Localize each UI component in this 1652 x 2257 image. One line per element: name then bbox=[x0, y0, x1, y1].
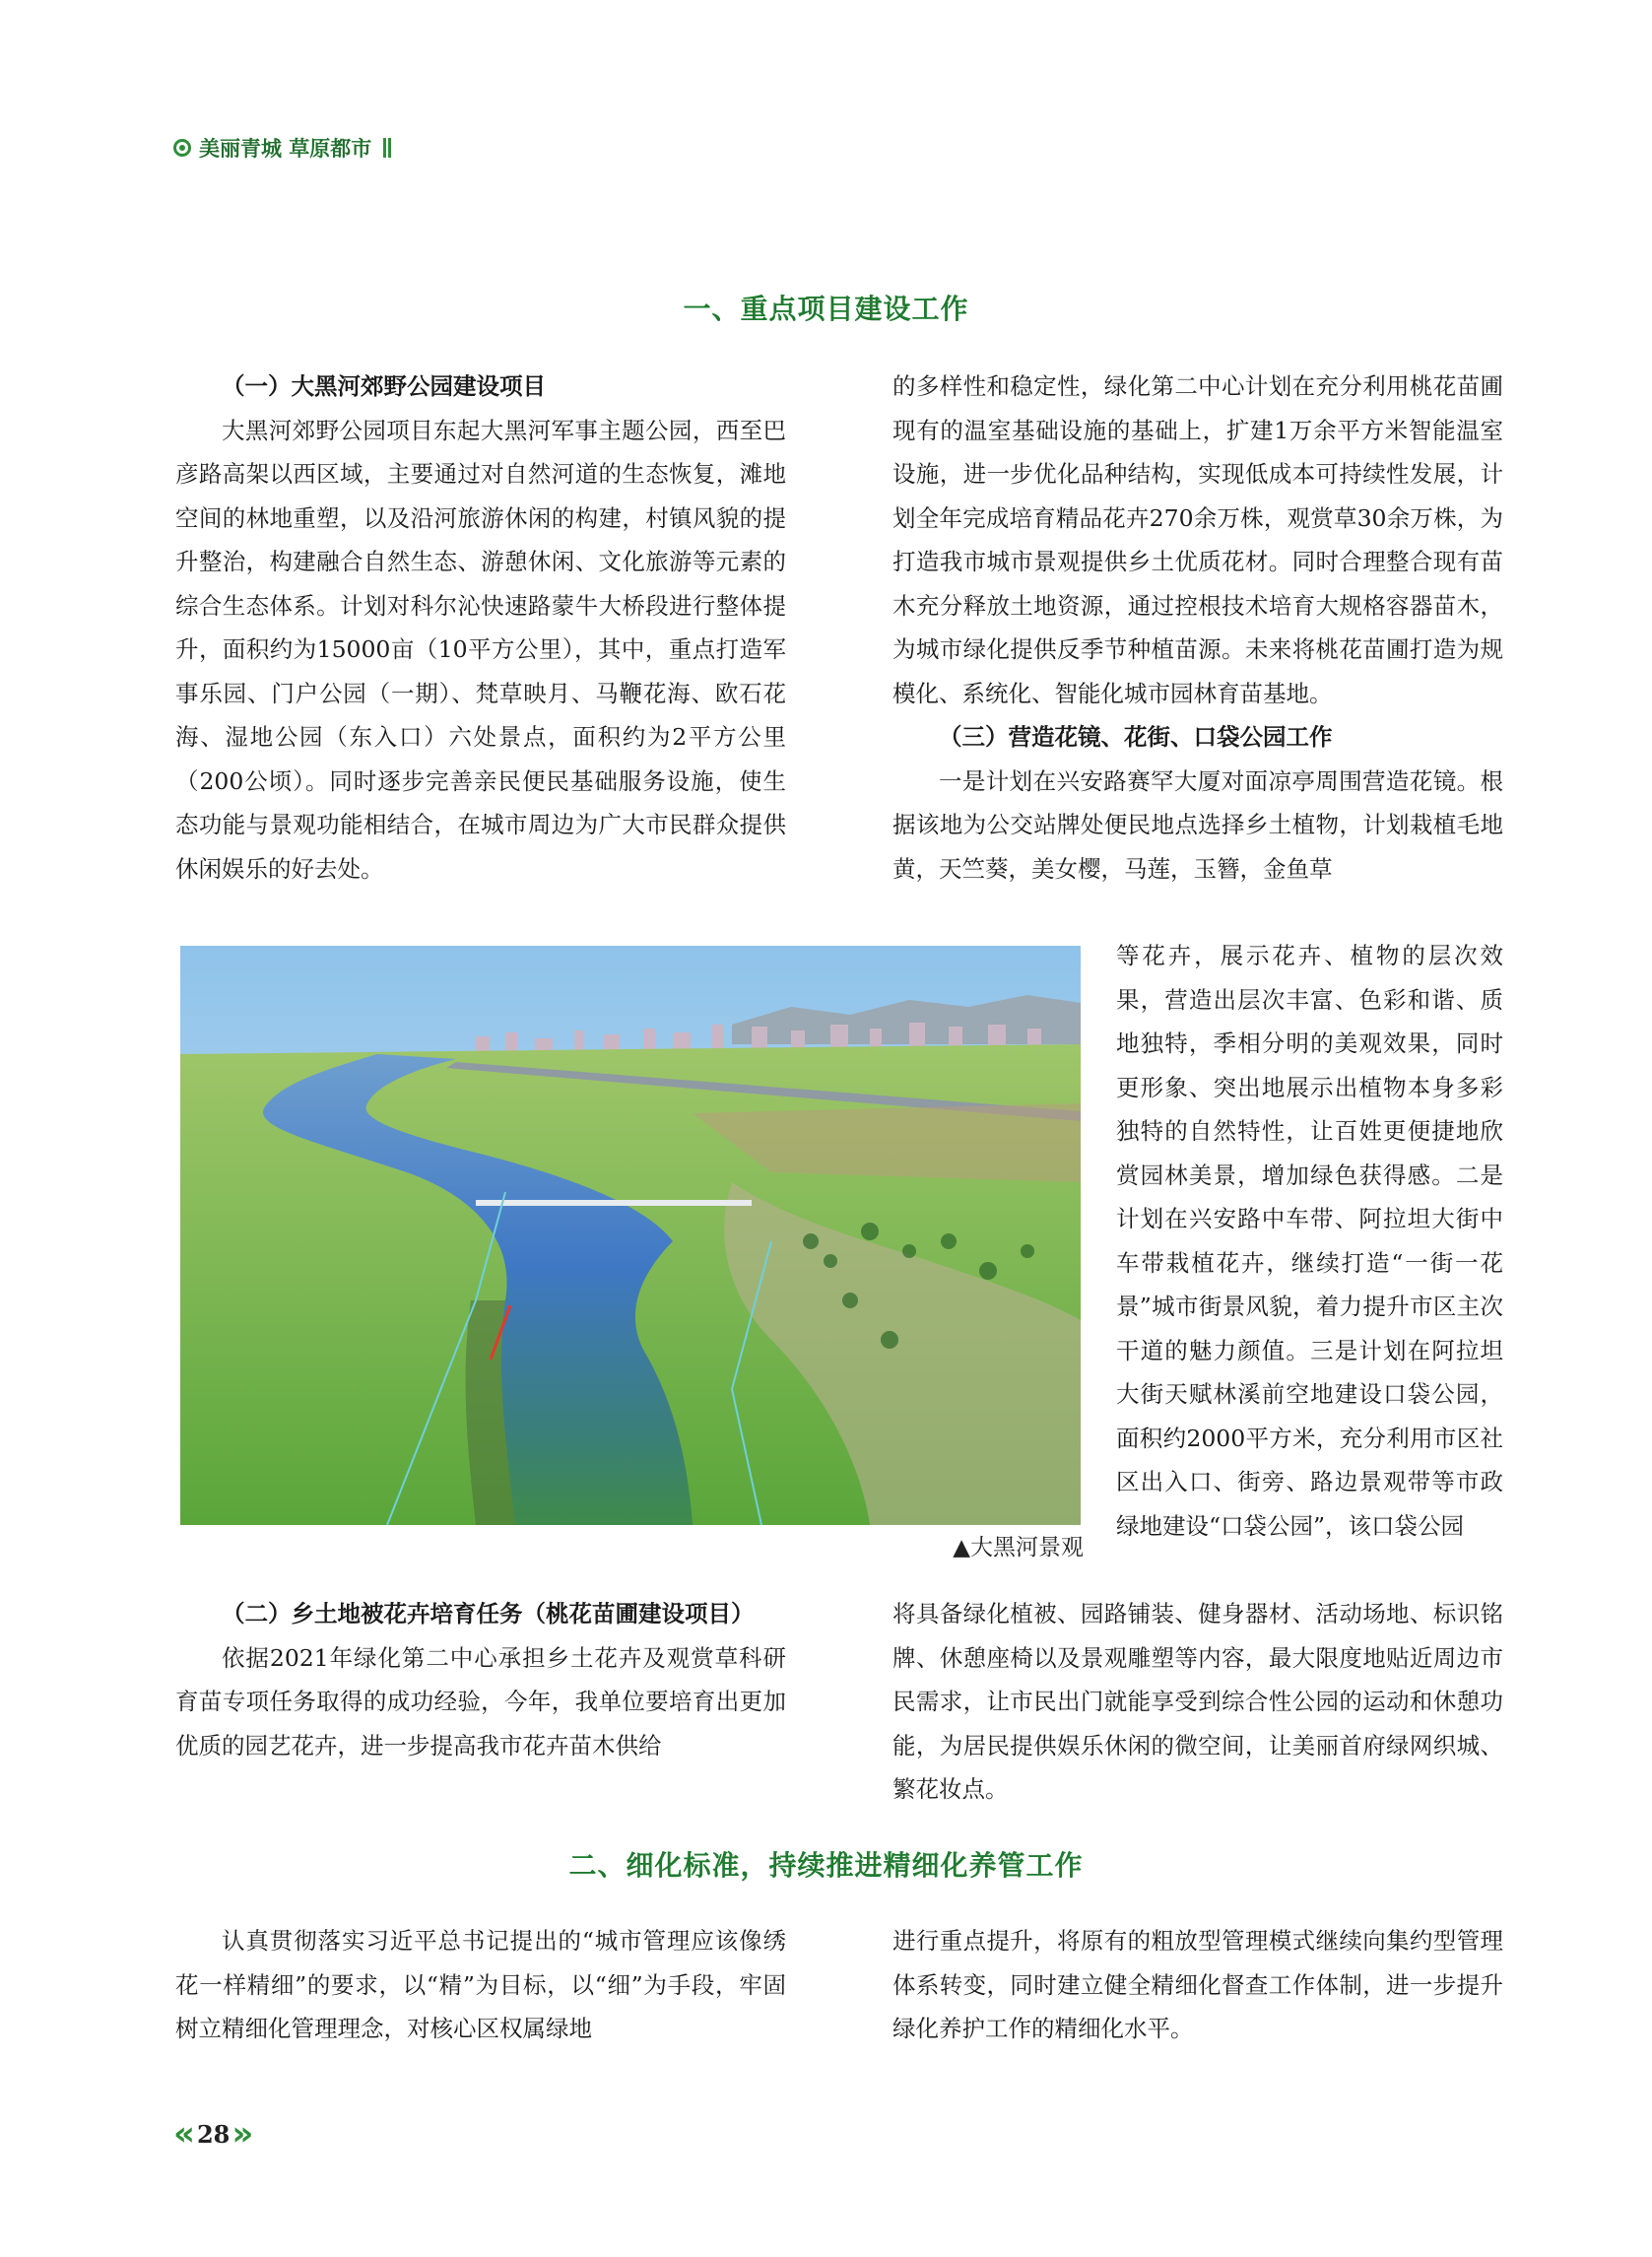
header-title: 美丽青城 草原都市 bbox=[199, 137, 372, 161]
left-column-top bbox=[175, 365, 786, 891]
right-column-wrapped-text bbox=[1116, 934, 1503, 1548]
left-column-bottom bbox=[175, 1592, 786, 1767]
subsection-3-paragraph-b: 等花卉，展示花卉、植物的层次效果，营造出层次丰富、色彩和谐、质地独特，季相分明的美观效果，同时更形象、突出地展示出植物本身多彩独特的自然特性，让百姓更便捷地欣赏园林美景，增加绿色获得感。二是计划在兴安路中车带、阿拉坦大街中车带栽植花卉，继续打造“一街一花景”城市街景风貌，着力提升市区主次干道的魅力颜值。三是计划在阿拉坦大街天赋林溪前空地建设口袋公园，面积约2000平方米，充分利用市区社区出入口、街旁、路边景观带等市政绿地建设“口袋公园”，该口袋公园 bbox=[1116, 942, 1503, 1540]
running-header bbox=[173, 130, 391, 166]
dahei-river-photo bbox=[180, 946, 1081, 1525]
target-circle-icon bbox=[173, 139, 191, 157]
section-2-left-column bbox=[175, 1919, 786, 2051]
section-2-paragraph-right: 进行重点提升，将原有的粗放型管理模式继续向集约型管理体系转变，同时建立健全精细化督查工作体制，进一步提升绿化养护工作的精细化水平。 bbox=[892, 1927, 1503, 2042]
subsection-2-paragraph: 依据2021年绿化第二中心承担乡土花卉及观赏草科研育苗专项任务取得的成功经验，今年，我单位要培育出更加优质的园艺花卉，进一步提高我市花卉苗木供给 bbox=[175, 1643, 786, 1759]
section-2-paragraph-left: 认真贯彻落实习近平总书记提出的“城市管理应该像绣花一样精细”的要求，以“精”为目标，以“细”为手段，牢固树立精细化管理理念，对核心区权属绿地 bbox=[175, 1927, 786, 2042]
subsection-1-paragraph: 大黑河郊野公园项目东起大黑河军事主题公园，西至巴彦路高架以西区域，主要通过对自然河道的生态恢复，滩地空间的林地重塑，以及沿河旅游休闲的构建，村镇风貌的提升整治，构建融合自然生态、游憩休闲、文化旅游等元素的综合生态体系。计划对科尔沁快速路蒙牛大桥段进行整体提升，面积约为15000亩（10平方公里），其中，重点打造军事乐园、门户公园（一期）、梵草映月、马鞭花海、欧石花海、湿地公园（东入口）六处景点，面积约为2平方公里（200公顷）。同时逐步完善亲民便民基础服务设施，使生态功能与景观功能相结合，在城市周边为广大市民群众提供休闲娱乐的好去处。 bbox=[175, 416, 786, 883]
subsection-3-paragraph-c: 将具备绿化植被、园路铺装、健身器材、活动场地、标识铭牌、休憩座椅以及景观雕塑等内容，最大限度地贴近周边市民需求，让市民出门就能享受到综合性公园的运动和休憩功能，为居民提供娱乐休闲的微空间，让美丽首府绿网织城、繁花妆点。 bbox=[892, 1600, 1503, 1803]
subsection-1-heading: （一）大黑河郊野公园建设项目 bbox=[222, 372, 546, 400]
section-1-title: 一、重点项目建设工作 bbox=[683, 293, 969, 325]
page-number: 28 bbox=[196, 2119, 231, 2149]
subsection-3-paragraph-a: 一是计划在兴安路赛罕大厦对面凉亭周围营造花镜。根据该地为公交站牌处便民地点选择乡土植物，计划栽植毛地黄，天竺葵，美女樱，马莲，玉簪，金鱼草 bbox=[892, 766, 1503, 883]
subsection-2-heading: （二）乡土地被花卉培育任务（桃花苗圃建设项目） bbox=[222, 1600, 755, 1627]
right-column-bottom bbox=[892, 1592, 1503, 1812]
left-chevron-icon: « bbox=[173, 2114, 195, 2154]
subsection-3-heading: （三）营造花镜、花街、口袋公园工作 bbox=[939, 723, 1333, 751]
right-column-top bbox=[892, 365, 1503, 891]
right-chevron-icon: » bbox=[231, 2114, 254, 2154]
photo-caption: ▲大黑河景观 bbox=[953, 1535, 1084, 1560]
page-number-badge bbox=[173, 2114, 253, 2154]
subsection-2-paragraph-continued: 的多样性和稳定性，绿化第二中心计划在充分利用桃花苗圃现有的温室基础设施的基础上，扩建1万余平方米智能温室设施，进一步优化品种结构，实现低成本可持续性发展，计划全年完成培育精品花卉270余万株，观赏草30余万株，为打造我市城市景观提供乡土优质花材。同时合理整合现有苗木充分释放土地资源，通过控根技术培育大规格容器苗木，为城市绿化提供反季节种植苗源。未来将桃花苗圃打造为规模化、系统化、智能化城市园林育苗基地。 bbox=[892, 372, 1503, 707]
header-bars-icon bbox=[383, 138, 391, 158]
river-landscape-image bbox=[180, 946, 1081, 1525]
section-2-title: 二、细化标准，持续推进精细化养管工作 bbox=[568, 1849, 1084, 1882]
section-2-right-column bbox=[892, 1919, 1503, 2051]
